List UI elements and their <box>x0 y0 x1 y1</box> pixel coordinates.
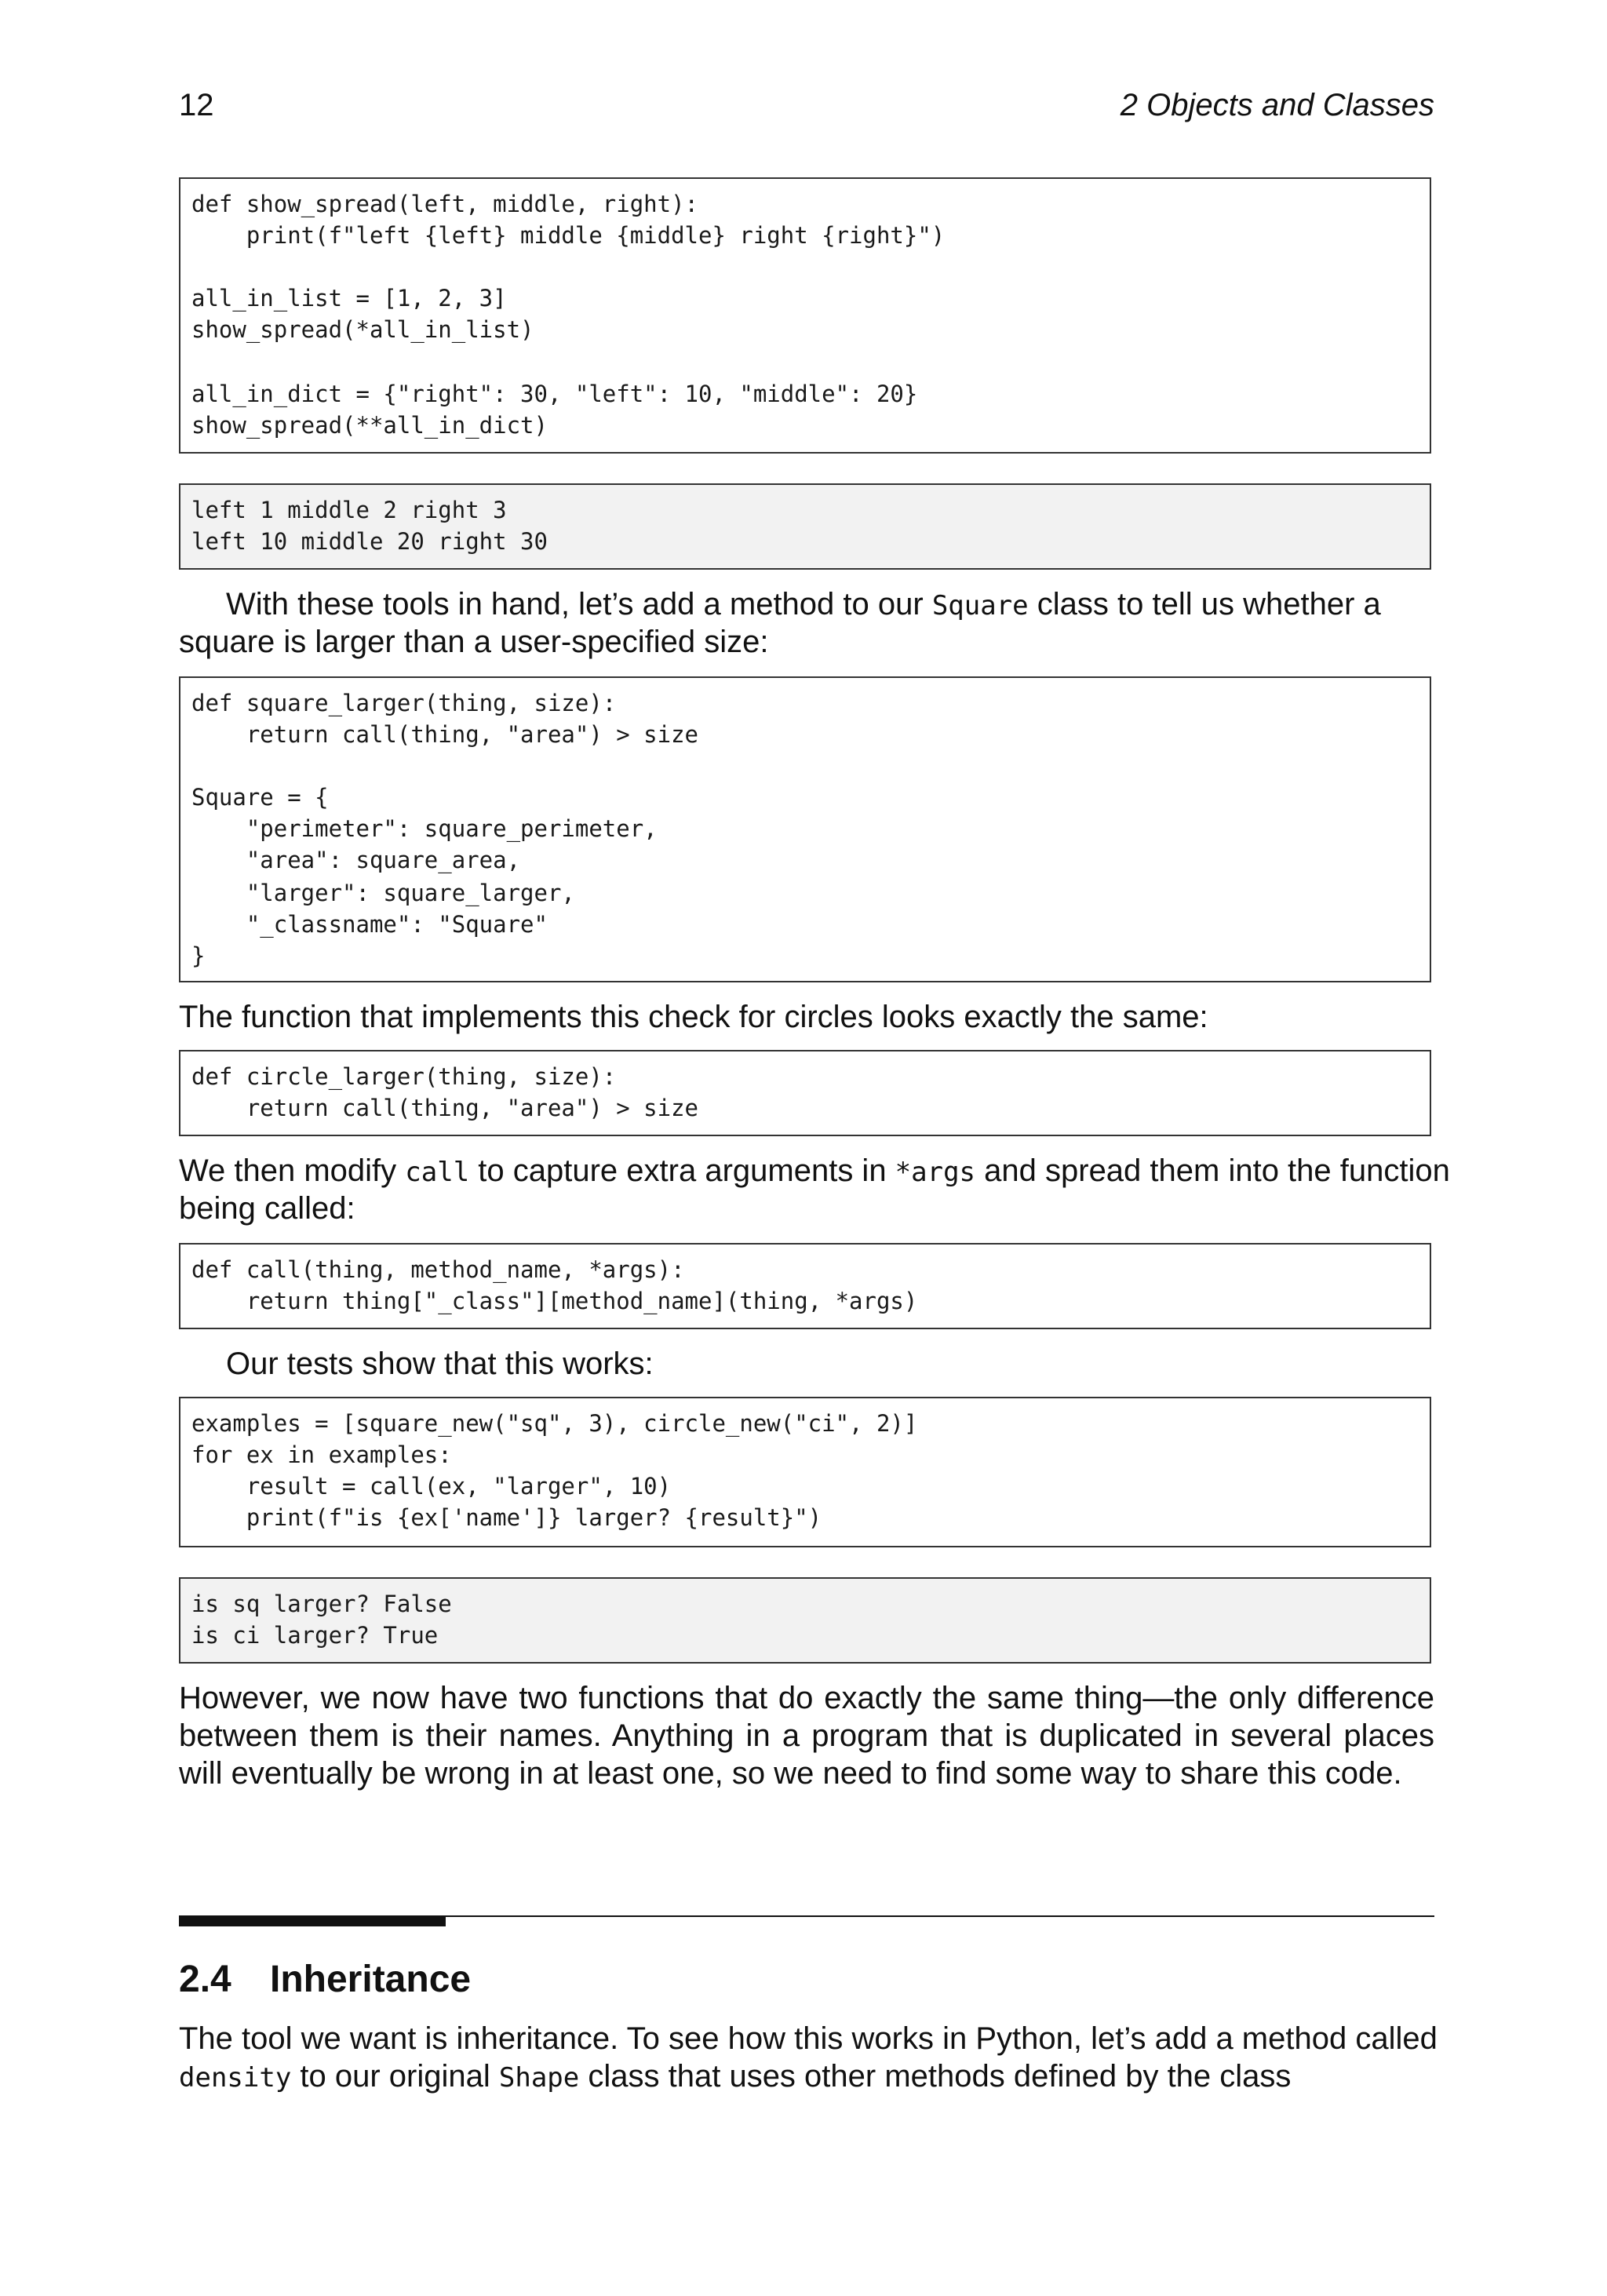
text-run: to capture extra arguments in <box>469 1153 895 1188</box>
paragraph-circle-check <box>179 998 1434 1037</box>
code-line: result = call(ex, "larger", 10) <box>191 1473 672 1500</box>
section-title: Inheritance <box>270 1959 472 2000</box>
paragraph-line: being called: <box>179 1191 355 1226</box>
paragraph-modify-call <box>179 1152 1450 1230</box>
paragraph-line: square is larger than a user-specified size: <box>179 625 769 659</box>
code-block-show-spread <box>179 177 1431 454</box>
code-block-circle-larger <box>179 1050 1431 1136</box>
chapter-title: 2 Objects and Classes <box>1120 88 1434 122</box>
code-line: Square = { <box>191 784 329 811</box>
output-line: left 1 middle 2 right 3 <box>191 497 507 523</box>
paragraph-line: The function that implements this check for circles looks exactly the same: <box>179 1000 1208 1034</box>
paragraph-line: However, we now have two functions that do exactly the same thing—the only difference <box>179 1681 1434 1715</box>
paragraph-duplication <box>179 1679 1434 1797</box>
code-line: } <box>191 942 206 969</box>
output-block-show-spread <box>179 483 1431 570</box>
code-line: for ex in examples: <box>191 1441 452 1468</box>
code-line: all_in_list = [1, 2, 3] <box>191 285 507 312</box>
paragraph-square-method <box>179 585 1434 664</box>
code-block-call <box>179 1243 1431 1329</box>
paragraph-line: The tool we want is inheritance. To see how this works in Python, let’s add a method called <box>179 2021 1438 2056</box>
paragraph-inheritance <box>179 2020 1438 2098</box>
output-line: is ci larger? True <box>191 1622 439 1649</box>
code-line: examples = [square_new("sq", 3), circle_new("ci", 2)] <box>191 1410 918 1437</box>
code-line: show_spread(**all_in_dict) <box>191 412 548 439</box>
paragraph-line: Our tests show that this works: <box>226 1347 654 1381</box>
paragraph-line <box>226 585 1381 625</box>
code-line: "perimeter": square_perimeter, <box>191 815 658 842</box>
code-line: print(f"left {left} middle {middle} right {right}") <box>191 222 946 249</box>
output-line: left 10 middle 20 right 30 <box>191 528 548 555</box>
section-heading <box>179 1958 471 2001</box>
code-block-square-larger <box>179 676 1431 982</box>
code-line: "_classname": "Square" <box>191 911 548 938</box>
section-rule-accent <box>179 1915 446 1926</box>
code-line: def show_spread(left, middle, right): <box>191 191 699 217</box>
code-line: all_in_dict = {"right": 30, "left": 10, "middle": 20} <box>191 381 918 407</box>
text-run: and spread them into the function <box>975 1153 1450 1188</box>
text-run: class that uses other methods defined by the class <box>579 2059 1292 2094</box>
text-run: We then modify <box>179 1153 406 1188</box>
inline-code: Shape <box>498 2062 580 2094</box>
paragraph-line: will eventually be wrong in at least one, so we need to find some way to share this code. <box>179 1756 1402 1791</box>
inline-code: call <box>405 1157 470 1188</box>
code-line: print(f"is {ex['name']} larger? {result}") <box>191 1504 822 1531</box>
section-number: 2.4 <box>179 1959 231 2000</box>
paragraph-line <box>179 1152 1450 1191</box>
code-line: def circle_larger(thing, size): <box>191 1063 617 1090</box>
output-block-examples <box>179 1577 1431 1664</box>
output-line: is sq larger? False <box>191 1591 452 1617</box>
paragraph-line <box>179 2057 1291 2097</box>
code-line: show_spread(*all_in_list) <box>191 316 534 343</box>
running-head <box>179 88 1434 135</box>
page-number: 12 <box>179 88 214 122</box>
code-line: return thing["_class"][method_name](thing, *args) <box>191 1288 918 1314</box>
text-run: class to tell us whether a <box>1028 587 1381 621</box>
code-block-examples <box>179 1397 1431 1547</box>
code-line: "larger": square_larger, <box>191 880 575 906</box>
code-line: def square_larger(thing, size): <box>191 690 617 716</box>
inline-code: *args <box>895 1157 976 1188</box>
inline-code: density <box>179 2062 292 2094</box>
code-line: def call(thing, method_name, *args): <box>191 1256 685 1283</box>
paragraph-tests <box>179 1345 1434 1384</box>
code-line: return call(thing, "area") > size <box>191 721 699 748</box>
text-run: to our original <box>291 2059 499 2094</box>
text-run: With these tools in hand, let’s add a method to our <box>226 587 932 621</box>
inline-code: Square <box>931 590 1029 621</box>
code-line: return call(thing, "area") > size <box>191 1095 699 1121</box>
paragraph-line: between them is their names. Anything in a program that is duplicated in several places <box>179 1718 1434 1753</box>
code-line: "area": square_area, <box>191 847 521 873</box>
